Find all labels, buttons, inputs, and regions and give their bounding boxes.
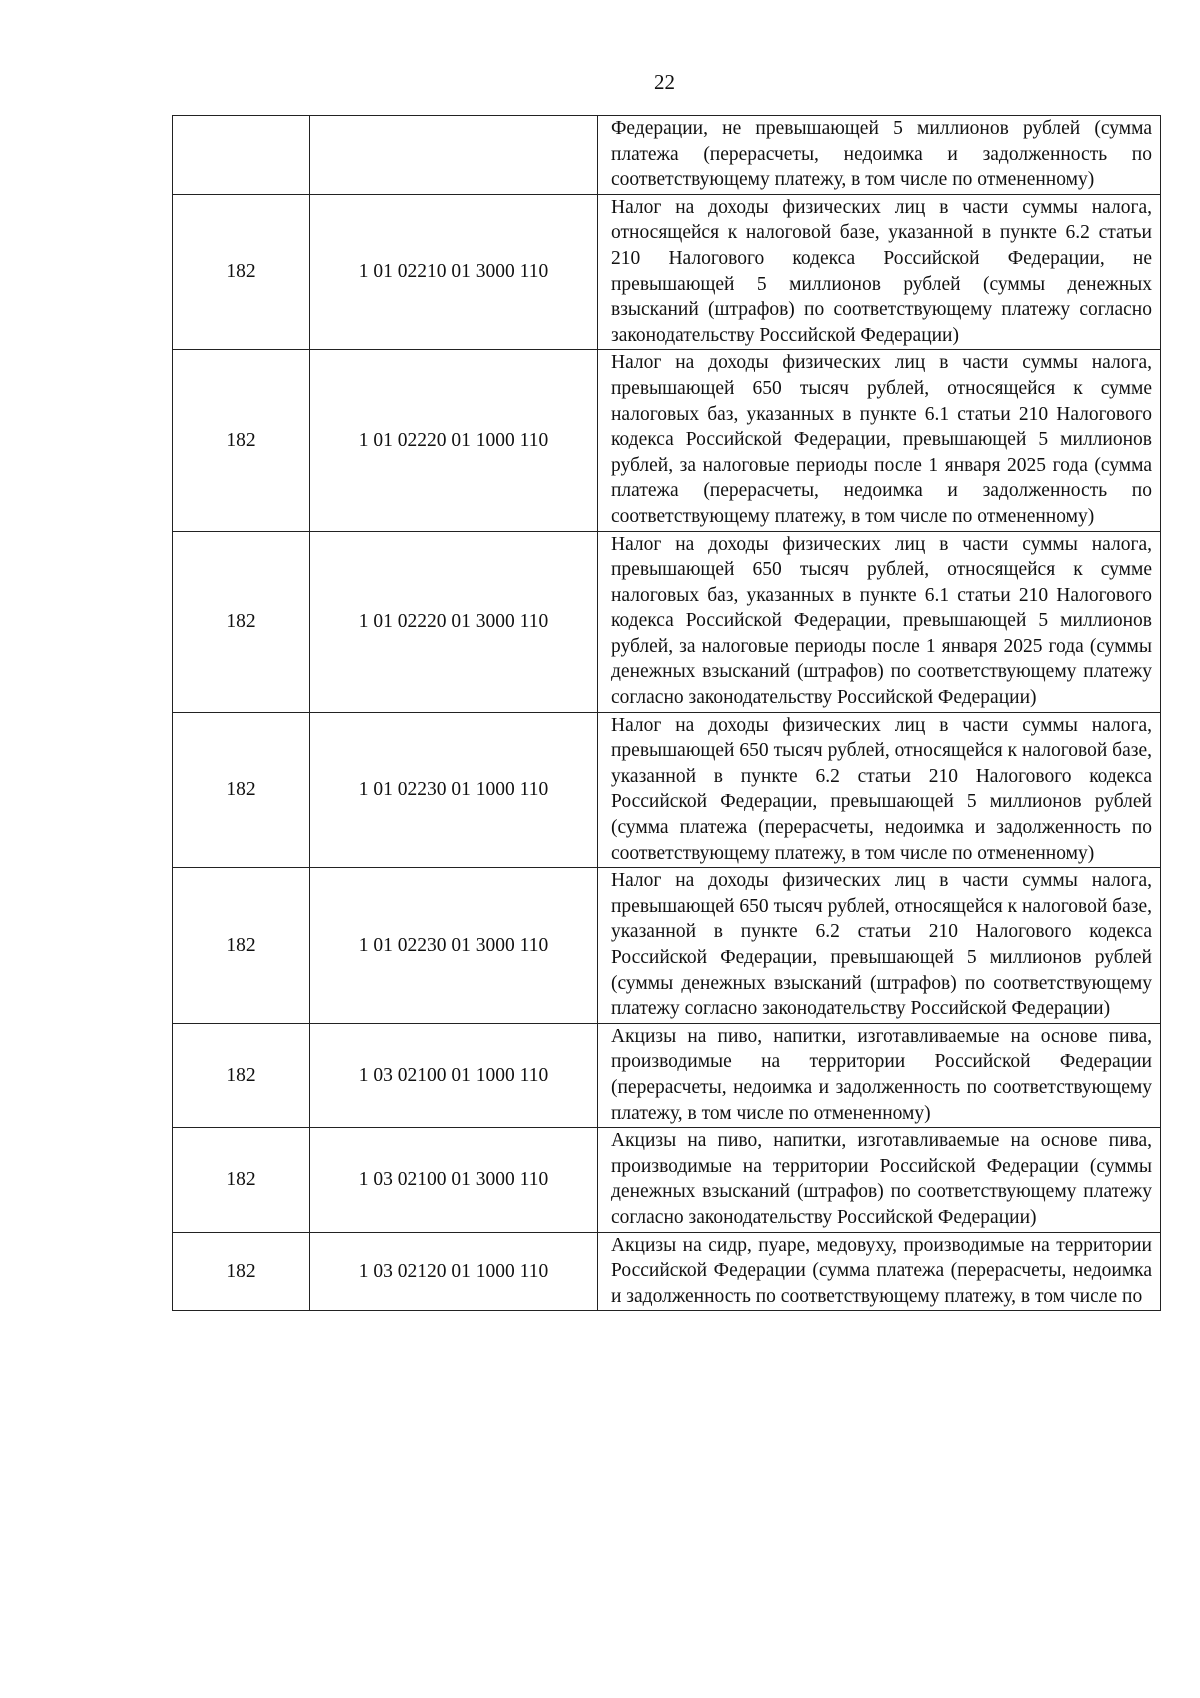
admin-code-cell: 182 [173,712,310,868]
description-cell: Налог на доходы физических лиц в части суммы налога, превышающей 650 тысяч рублей, относящейся к сумме налоговых баз, указанных в пункте 6.1 статьи 210 Налогового кодекса Российской Федерации, превышающей 5 миллионов рублей, за налоговые периоды после 1 января 2025 года (сумма платежа (перерасчеты, недоимка и задолженность по соответствующему платежу, в том числе по отмененному) [598,350,1161,531]
admin-code-cell: 182 [173,1023,310,1127]
kbk-code-cell [310,116,598,195]
description-cell: Акцизы на пиво, напитки, изготавливаемые на основе пива, производимые на территории Российской Федерации (перерасчеты, недоимка и задолженность по соответствующему платежу, в том числе по отмененному) [598,1023,1161,1127]
table-row [173,116,1161,195]
description-cell: Налог на доходы физических лиц в части суммы налога, относящейся к налоговой базе, указанной в пункте 6.2 статьи 210 Налогового кодекса Российской Федерации, не превышающей 5 миллионов рублей (суммы денежных взысканий (штрафов) по соответствующему платежу согласно законодательству Российской Федерации) [598,194,1161,350]
description-cell: Федерации, не превышающей 5 миллионов рублей (сумма платежа (перерасчеты, недоимка и задолженность по соответствующему платежу, в том числе по отмененному) [598,116,1161,195]
kbk-code-cell: 1 01 02230 01 1000 110 [310,712,598,868]
description-cell: Акцизы на пиво, напитки, изготавливаемые на основе пива, производимые на территории Российской Федерации (суммы денежных взысканий (штрафов) по соответствующему платежу согласно законодательству Российской Федерации) [598,1128,1161,1232]
kbk-code-cell: 1 03 02100 01 1000 110 [310,1023,598,1127]
kbk-code-cell: 1 03 02100 01 3000 110 [310,1128,598,1232]
admin-code-cell: 182 [173,350,310,531]
description-cell: Налог на доходы физических лиц в части суммы налога, превышающей 650 тысяч рублей, относящейся к налоговой базе, указанной в пункте 6.2 статьи 210 Налогового кодекса Российской Федерации, превышающей 5 миллионов рублей (сумма платежа (перерасчеты, недоимка и задолженность по соответствующему платежу, в том числе по отмененному) [598,712,1161,868]
kbk-code-cell: 1 03 02120 01 1000 110 [310,1232,598,1311]
admin-code-cell: 182 [173,1232,310,1311]
admin-code-cell: 182 [173,194,310,350]
description-cell: Акцизы на сидр, пуаре, медовуху, производимые на территории Российской Федерации (сумма платежа (перерасчеты, недоимка и задолженность по соответствующему платежу, в том числе по [598,1232,1161,1311]
kbk-code-cell: 1 01 02220 01 3000 110 [310,531,598,712]
description-cell: Налог на доходы физических лиц в части суммы налога, превышающей 650 тысяч рублей, относящейся к сумме налоговых баз, указанных в пункте 6.1 статьи 210 Налогового кодекса Российской Федерации, превышающей 5 миллионов рублей, за налоговые периоды после 1 января 2025 года (суммы денежных взысканий (штрафов) по соответствующему платежу согласно законодательству Российской Федерации) [598,531,1161,712]
table-row [173,350,1161,531]
admin-code-cell: 182 [173,531,310,712]
table-row [173,194,1161,350]
description-cell: Налог на доходы физических лиц в части суммы налога, превышающей 650 тысяч рублей, относящейся к налоговой базе, указанной в пункте 6.2 статьи 210 Налогового кодекса Российской Федерации, превышающей 5 миллионов рублей (суммы денежных взысканий (штрафов) по соответствующему платежу согласно законодательству Российской Федерации) [598,868,1161,1024]
table-row [173,531,1161,712]
table-row [173,712,1161,868]
kbk-code-cell: 1 01 02220 01 1000 110 [310,350,598,531]
admin-code-cell: 182 [173,1128,310,1232]
table-row [173,868,1161,1024]
admin-code-cell: 182 [173,868,310,1024]
table-row [173,1128,1161,1232]
kbk-code-cell: 1 01 02210 01 3000 110 [310,194,598,350]
table-row [173,1232,1161,1311]
admin-code-cell [173,116,310,195]
page-number: 22 [654,70,675,94]
kbk-code-cell: 1 01 02230 01 3000 110 [310,868,598,1024]
budget-classification-table [172,115,1161,1311]
table-row [173,1023,1161,1127]
